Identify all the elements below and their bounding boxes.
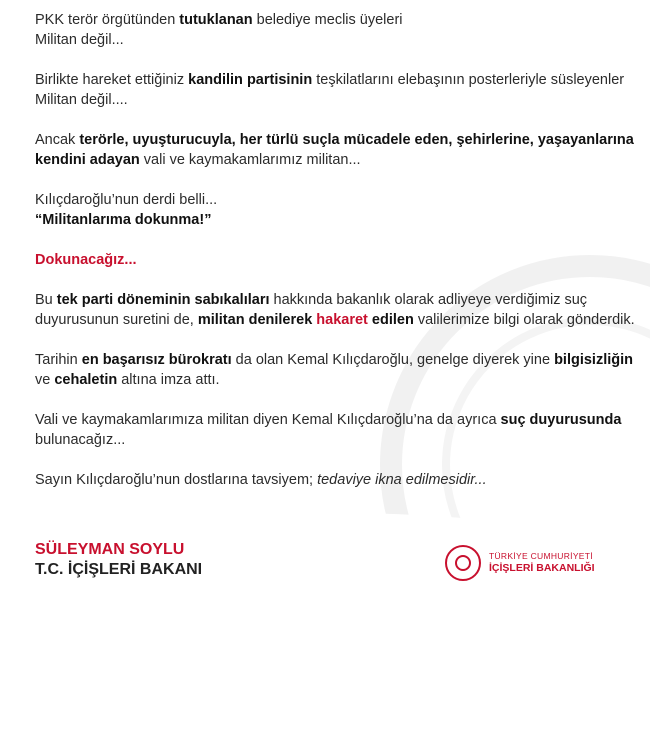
text-run: cehaletin [54,372,118,388]
text-run: bilgisizliğin [554,352,634,368]
text-run: vali ve kaymakamlarımız militan... [139,152,361,168]
text-run: PKK terör örgütünden [35,12,180,28]
text-run: Sayın Kılıçdaroğlu’nun dostlarına tavsiyem; [35,472,318,488]
ministry-name-line1: TÜRKİYE CUMHURİYETİ [489,551,593,561]
ministry-logo [445,545,595,581]
text-run: bulunacağız... [35,432,126,448]
paragraph-8 [35,410,635,450]
paragraph-9 [35,470,635,490]
text-run: hakkında bakanlık olarak adliyeye verdiğimiz suç duyurusunun suretini de, [35,292,588,328]
text-run: Tarihin [35,352,82,368]
text-run: teşkilatlarını elebaşının posterleriyle süsleyenler [312,72,625,88]
text-run: Kılıçdaroğlu’nun derdi belli... [35,192,218,208]
paragraph-2 [35,70,635,110]
paragraph-7 [35,350,635,390]
paragraph-3 [35,130,635,170]
text-run: Vali ve kaymakamlarımıza militan diyen Kemal Kılıçdaroğlu’na da ayrıca [35,412,501,428]
text-run: valilerimize bilgi olarak gönderdik. [413,312,635,328]
text-run: “Militanlarıma dokunma!” [35,212,212,228]
text-run: Militan değil.... [35,92,128,108]
text-run: militan denilerek [197,312,313,328]
paragraph-4 [35,190,635,230]
ministry-name [489,551,595,575]
text-run: kandilin partisinin [188,72,313,88]
text-run: edilen [371,312,414,328]
ministry-emblem-icon [445,545,481,581]
signature-block [35,540,202,581]
text-run: Ancak [35,132,80,148]
signer-title: T.C. İÇİŞLERİ BAKANI [35,561,203,578]
text-run: tedaviye ikna edilmesidir... [317,472,487,488]
signer-name: SÜLEYMAN SOYLU [35,541,185,558]
text-run: terörle, uyuşturucuyla, her türlü suçla mücadele eden, şehirlerine, yaşayanlarına kendini adayan [35,132,634,168]
paragraph-6 [35,290,635,330]
statement-body [35,10,635,510]
text-run: altına imza attı. [117,372,220,388]
text-run: Birlikte hareket ettiğiniz [35,72,189,88]
text-run: hakaret [316,312,368,328]
paragraph-5 [35,250,635,270]
text-run: Militan değil... [35,32,124,48]
text-run: suç duyurusunda [500,412,622,428]
text-run: tek parti döneminin sabıkalıları [56,292,270,308]
text-run: Dokunacağız... [35,252,137,268]
text-run: tutuklanan [179,12,253,28]
text-run: Bu [35,292,57,308]
paragraph-1 [35,10,635,50]
ministry-name-line2: İÇİŞLERİ BAKANLIĞI [489,562,595,574]
text-run: en başarısız bürokratı [81,352,232,368]
text-run: ve [35,372,55,388]
text-run: da olan Kemal Kılıçdaroğlu, genelge diyerek yine [231,352,555,368]
text-run: belediye meclis üyeleri [252,12,403,28]
